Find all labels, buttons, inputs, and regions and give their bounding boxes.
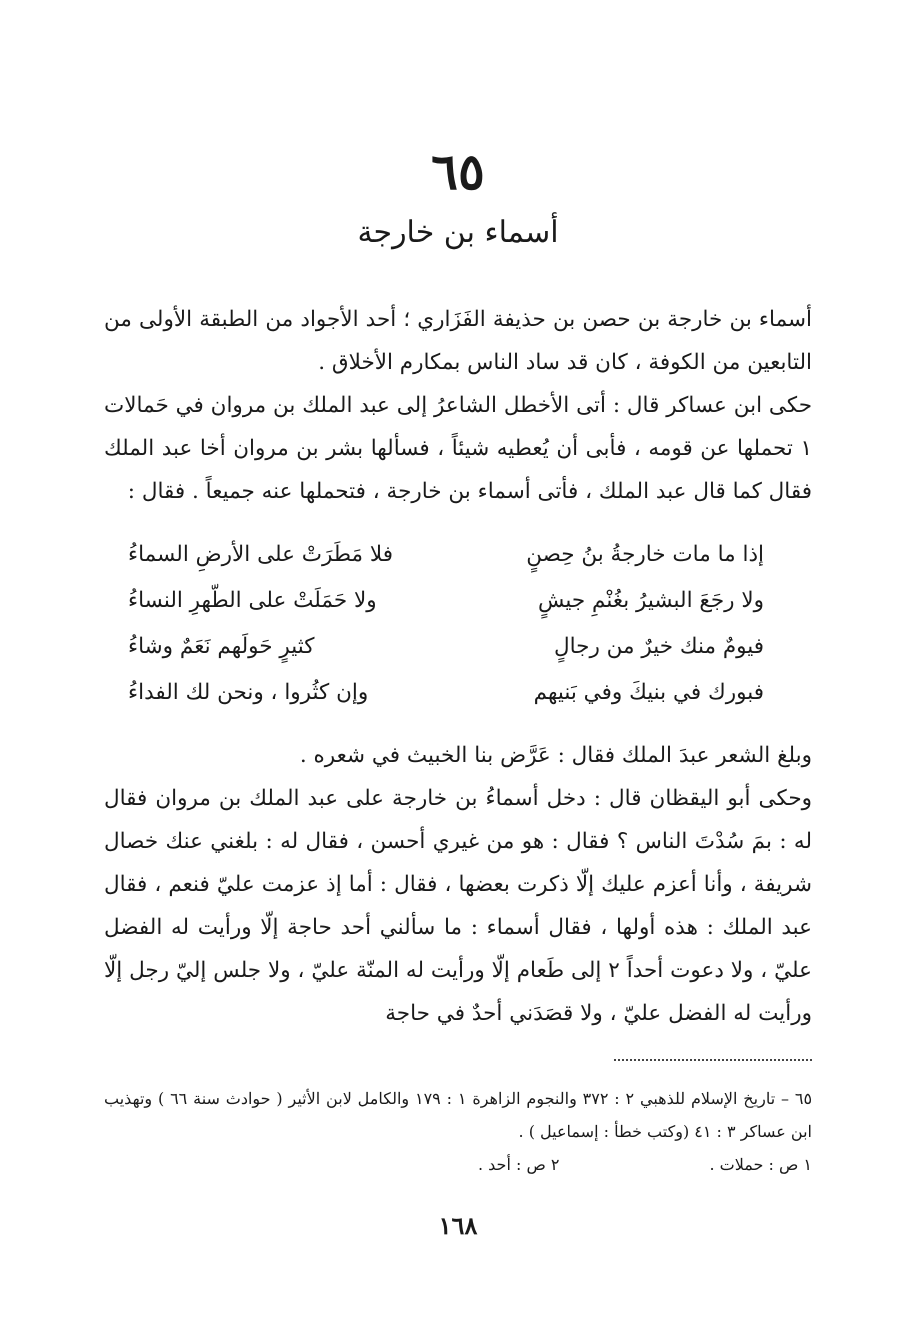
page-number: ١٦٨ — [438, 1211, 478, 1240]
hemistich-second: كثيرٍ حَولَهم نَعَمٌ وشاءُ — [128, 634, 315, 659]
poem-verse — [128, 532, 764, 578]
paragraph-abu-al-yaqzan: وحكى أبو اليقظان قال : دخل أسماءُ بن خارجة على عبد الملك بن مروان فقال له : بمَ سُدْتَ الناس ؟ فقال : هو من غيري أحسن ، فقال له : بلغني عنك خصال شريفة ، وأنا أعزم عليك إلّا ذكرت بعضها ، فقال : أما إذ عزمت عليّ فنعم ، فقال عبد الملك : هذه أولها ، فقال أسماء : ما سألني أحد حاجة إلّا ورأيت له الفضل عليّ ، ولا دعوت أحداً ٢ إلى طَعام إلّا ورأيت له المنّة عليّ ، ولا جلس إليّ رجل إلّا ورأيت له الفضل عليّ ، ولا قصَدَني أحدٌ في حاجة — [104, 786, 812, 1026]
poem — [128, 532, 764, 716]
footnotes — [104, 1082, 812, 1181]
hemistich-first: إذا ما مات خارجةُ بنُ حِصنٍ — [526, 542, 764, 567]
footnote-variant-2: ٢ ص : أحد . — [477, 1155, 560, 1174]
footnote-variant-1: ١ ص : حملات . — [709, 1155, 812, 1174]
poem-verse — [128, 670, 764, 716]
paragraph-reaction: وبلغ الشعر عبدَ الملك فقال : عَرَّض بنا الخبيث في شعره . — [299, 743, 812, 768]
hemistich-first: فبورك في بنيكَ وفي بَنيهم — [533, 680, 764, 705]
footnote-variants — [104, 1148, 812, 1181]
hemistich-second: ولا حَمَلَتْ على الطّهرِ النساءُ — [128, 588, 377, 613]
poem-verse — [128, 624, 764, 670]
body-text-after-poem — [104, 734, 812, 1035]
body-text-before-poem — [104, 298, 812, 513]
entry-title: أسماء بن خارجة — [357, 215, 559, 250]
entry-number: ٦٥ — [431, 142, 485, 201]
hemistich-second: فلا مَطَرَتْ على الأرضِ السماءُ — [128, 542, 393, 567]
paragraph-intro: أسماء بن خارجة بن حصن بن حذيفة الفَزَاري ؛ أحد الأجواد من الطبقة الأولى من التابعين من الكوفة ، كان قد ساد الناس بمكارم الأخلاق . — [104, 307, 812, 375]
hemistich-first: ولا رجَعَ البشيرُ بغُنْمِ جيشٍ — [538, 588, 764, 613]
hemistich-second: وإن كثُروا ، ونحن لك الفداءُ — [128, 680, 369, 705]
paragraph-ibn-asakir: حكى ابن عساكر قال : أتى الأخطل الشاعرُ إلى عبد الملك بن مروان في حَمالات ١ تحملها عن قومه ، فأبى أن يُعطيه شيئاً ، فسألها بشر بن مروان أخا عبد الملك فقال كما قال عبد الملك ، فأتى أسماء بن خارجة ، فتحملها عنه جميعاً . فقال : — [104, 393, 812, 504]
footnote-sources: ٦٥ – تاريخ الإسلام للذهبي ٢ : ٣٧٢ والنجوم الزاهرة ١ : ١٧٩ والكامل لابن الأثير ( حوادث سنة ٦٦ ) وتهذيب ابن عساكر ٣ : ٤١ (وكتب خطأ : إسماعيل ) . — [104, 1089, 813, 1141]
footnote-divider — [614, 1059, 812, 1061]
hemistich-first: فيومٌ منك خيرٌ من رجالٍ — [553, 634, 764, 659]
poem-verse — [128, 578, 764, 624]
